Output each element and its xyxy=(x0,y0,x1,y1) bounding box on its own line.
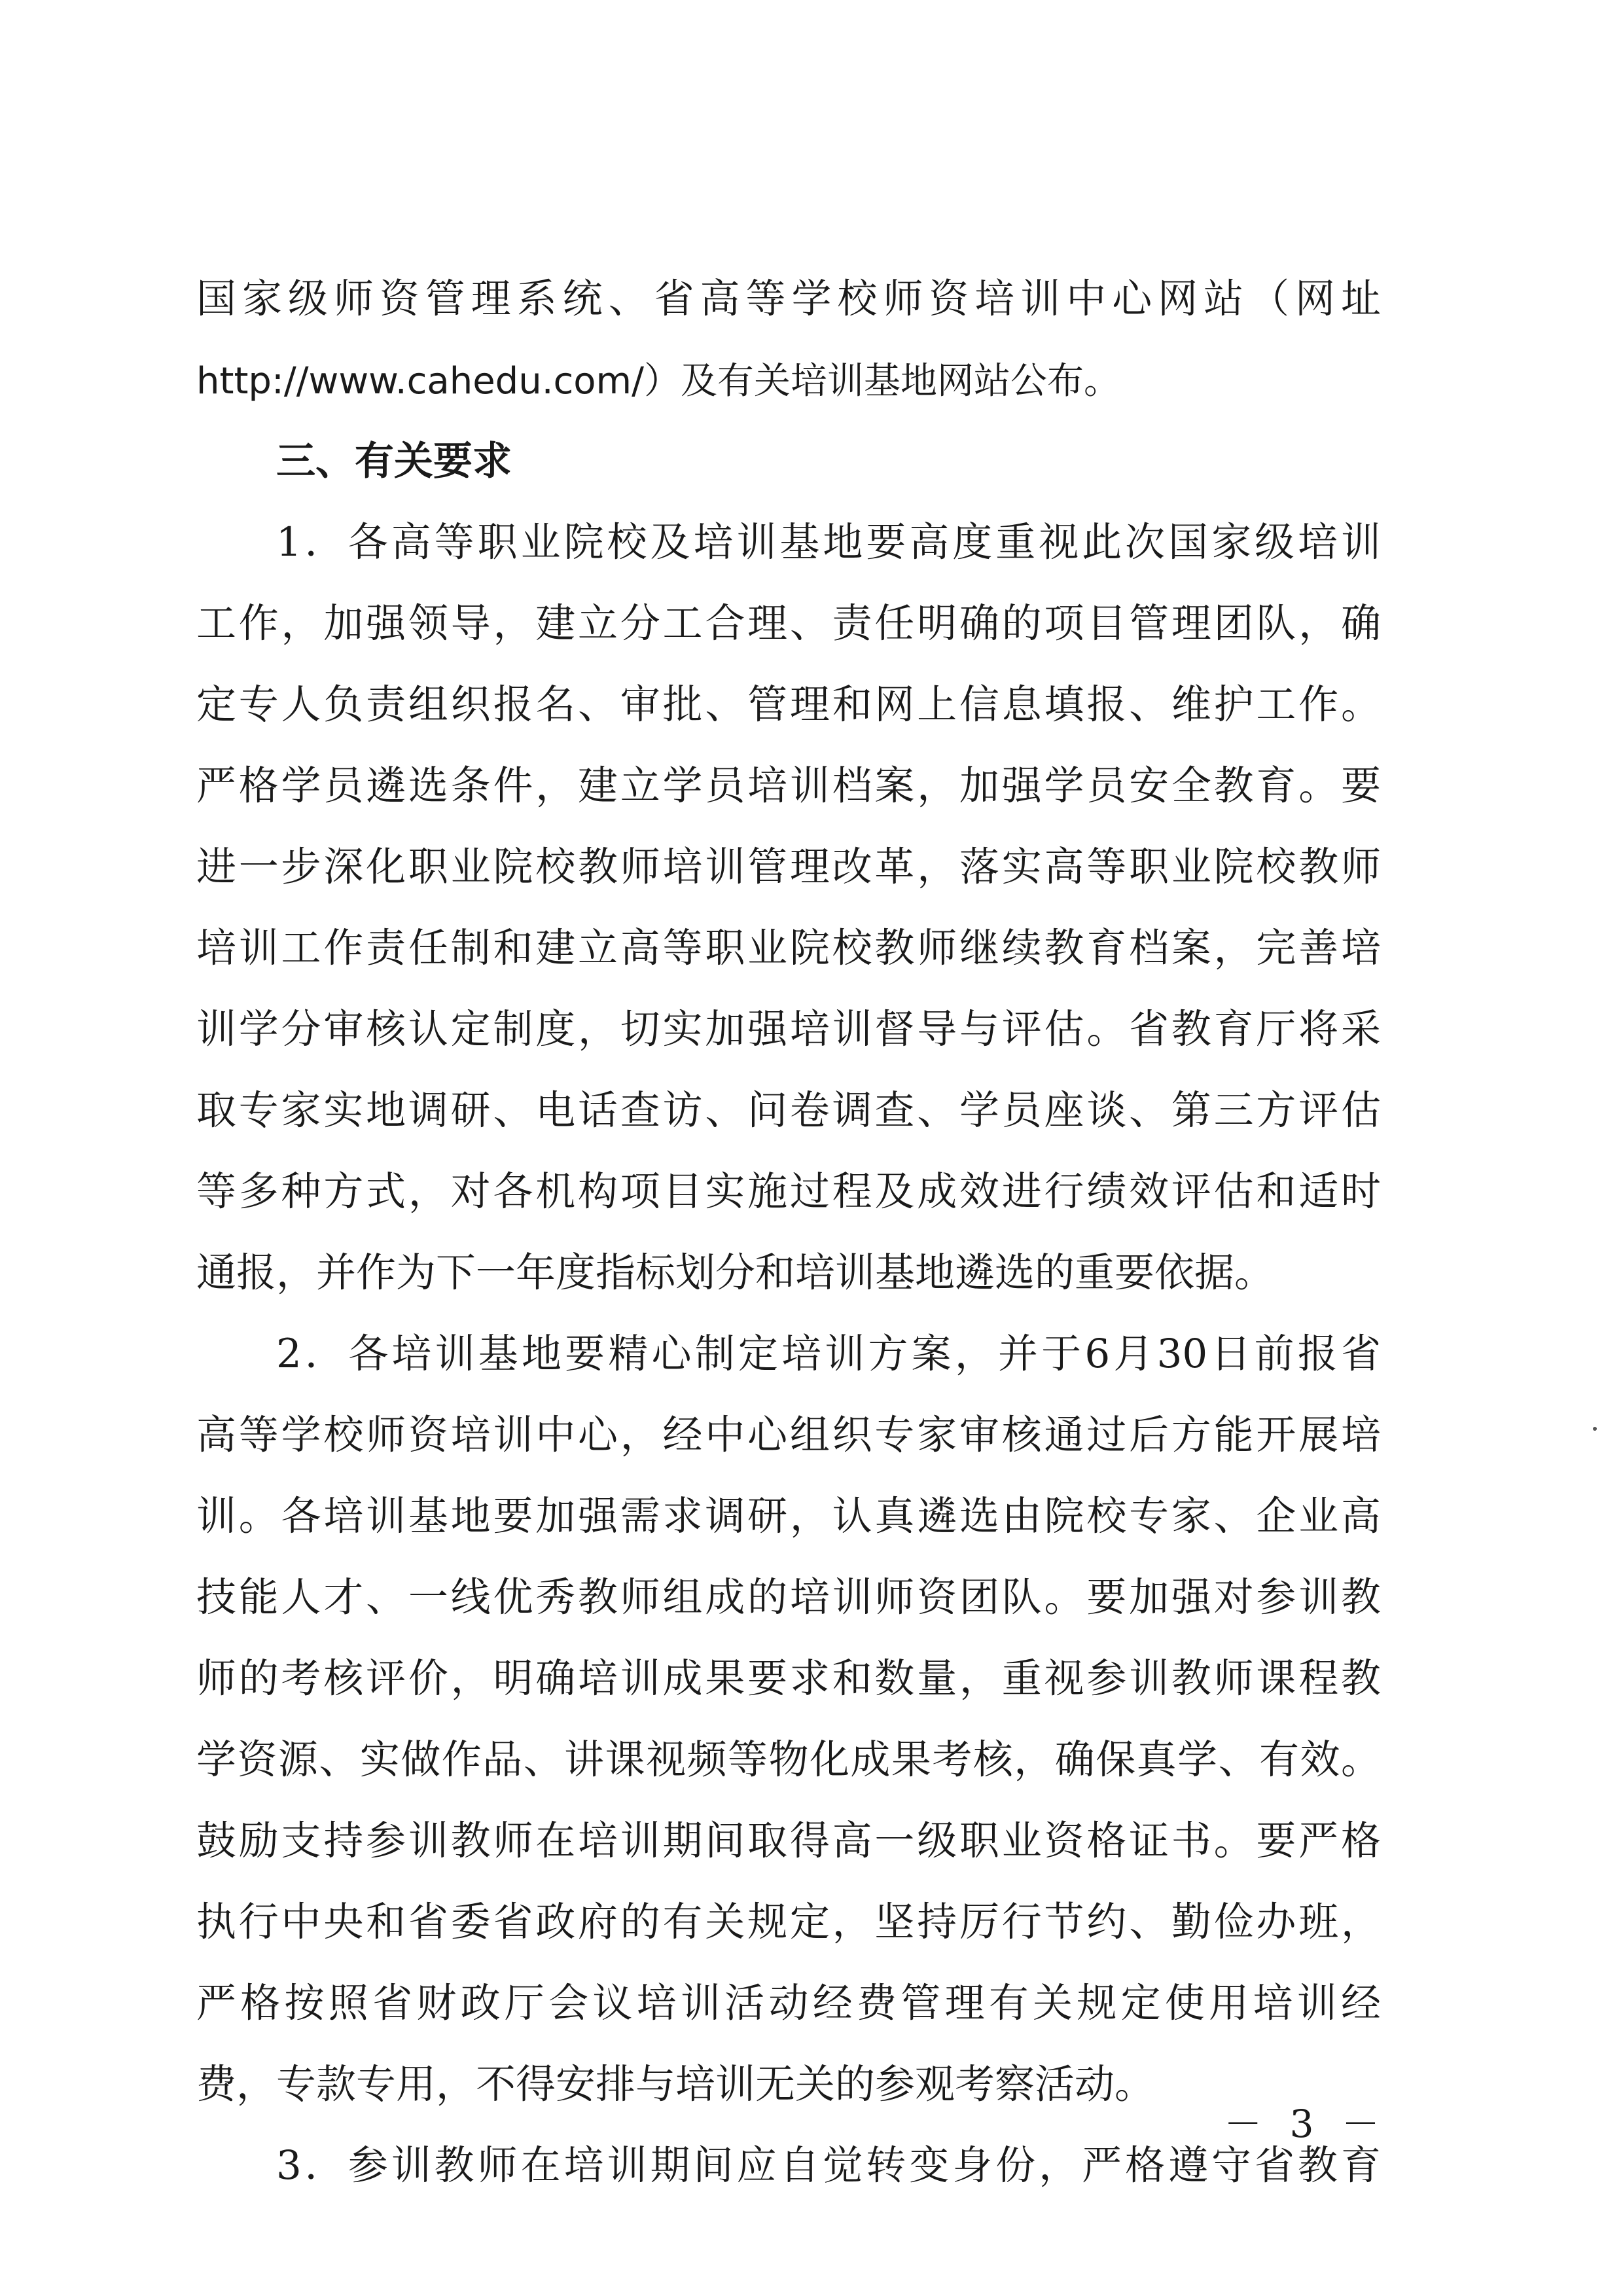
text-line: 学资源、实做作品、讲课视频等物化成果考核，确保真学、有效。 xyxy=(196,1736,1381,1783)
page-number: － 3 － xyxy=(1224,2102,1387,2146)
text-line: 定专人负责组织报名、审批、管理和网上信息填报、维护工作。 xyxy=(196,681,1381,728)
text-line: 鼓励支持参训教师在培训期间取得高一级职业资格证书。要严格 xyxy=(196,1818,1381,1864)
text-line: 训。各培训基地要加强需求调研，认真遴选由院校专家、企业高 xyxy=(196,1493,1381,1539)
text-line: 执行中央和省委省政府的有关规定，坚持厉行节约、勤俭办班， xyxy=(196,1899,1381,1945)
text-line: 3．参训教师在培训期间应自觉转变身份，严格遵守省教育 xyxy=(276,2142,1381,2189)
website-url: http://www.cahedu.com/）及有关培训基地网站公布。 xyxy=(196,360,1120,403)
text-line: 严格学员遴选条件，建立学员培训档案，加强学员安全教育。要 xyxy=(196,762,1381,809)
text-line: 费，专款专用，不得安排与培训无关的参观考察活动。 xyxy=(196,2061,1155,2108)
text-line: 国家级师资管理系统、省高等学校师资培训中心网站（网址 xyxy=(196,276,1381,322)
text-line: 培训工作责任制和建立高等职业院校教师继续教育档案，完善培 xyxy=(196,925,1381,971)
text-line: 训学分审核认定制度，切实加强培训督导与评估。省教育厅将采 xyxy=(196,1006,1381,1052)
text-line: 取专家实地调研、电话查访、问卷调查、学员座谈、第三方评估 xyxy=(196,1087,1381,1134)
text-line: 通报，并作为下一年度指标划分和培训基地遴选的重要依据。 xyxy=(196,1249,1275,1296)
section-heading: 三、有关要求 xyxy=(276,439,512,484)
text-line: 等多种方式，对各机构项目实施过程及成效进行绩效评估和适时 xyxy=(196,1168,1381,1215)
text-line: 严格按照省财政厅会议培训活动经费管理有关规定使用培训经 xyxy=(196,1980,1381,2026)
text-line: 工作，加强领导，建立分工合理、责任明确的项目管理团队，确 xyxy=(196,600,1381,647)
scan-speck xyxy=(1593,1427,1597,1431)
text-line: 技能人才、一线优秀教师组成的培训师资团队。要加强对参训教 xyxy=(196,1574,1381,1621)
text-line xyxy=(196,340,1381,421)
text-line: 2．各培训基地要精心制定培训方案，并于6月30日前报省 xyxy=(276,1331,1381,1377)
text-line: 进一步深化职业院校教师培训管理改革，落实高等职业院校教师 xyxy=(196,844,1381,890)
text-line: 高等学校师资培训中心，经中心组织专家审核通过后方能开展培 xyxy=(196,1412,1381,1458)
body-text xyxy=(196,259,1381,2206)
text-line: 1．各高等职业院校及培训基地要高度重视此次国家级培训 xyxy=(276,519,1381,565)
text-line: 师的考核评价，明确培训成果要求和数量，重视参训教师课程教 xyxy=(196,1655,1381,1702)
